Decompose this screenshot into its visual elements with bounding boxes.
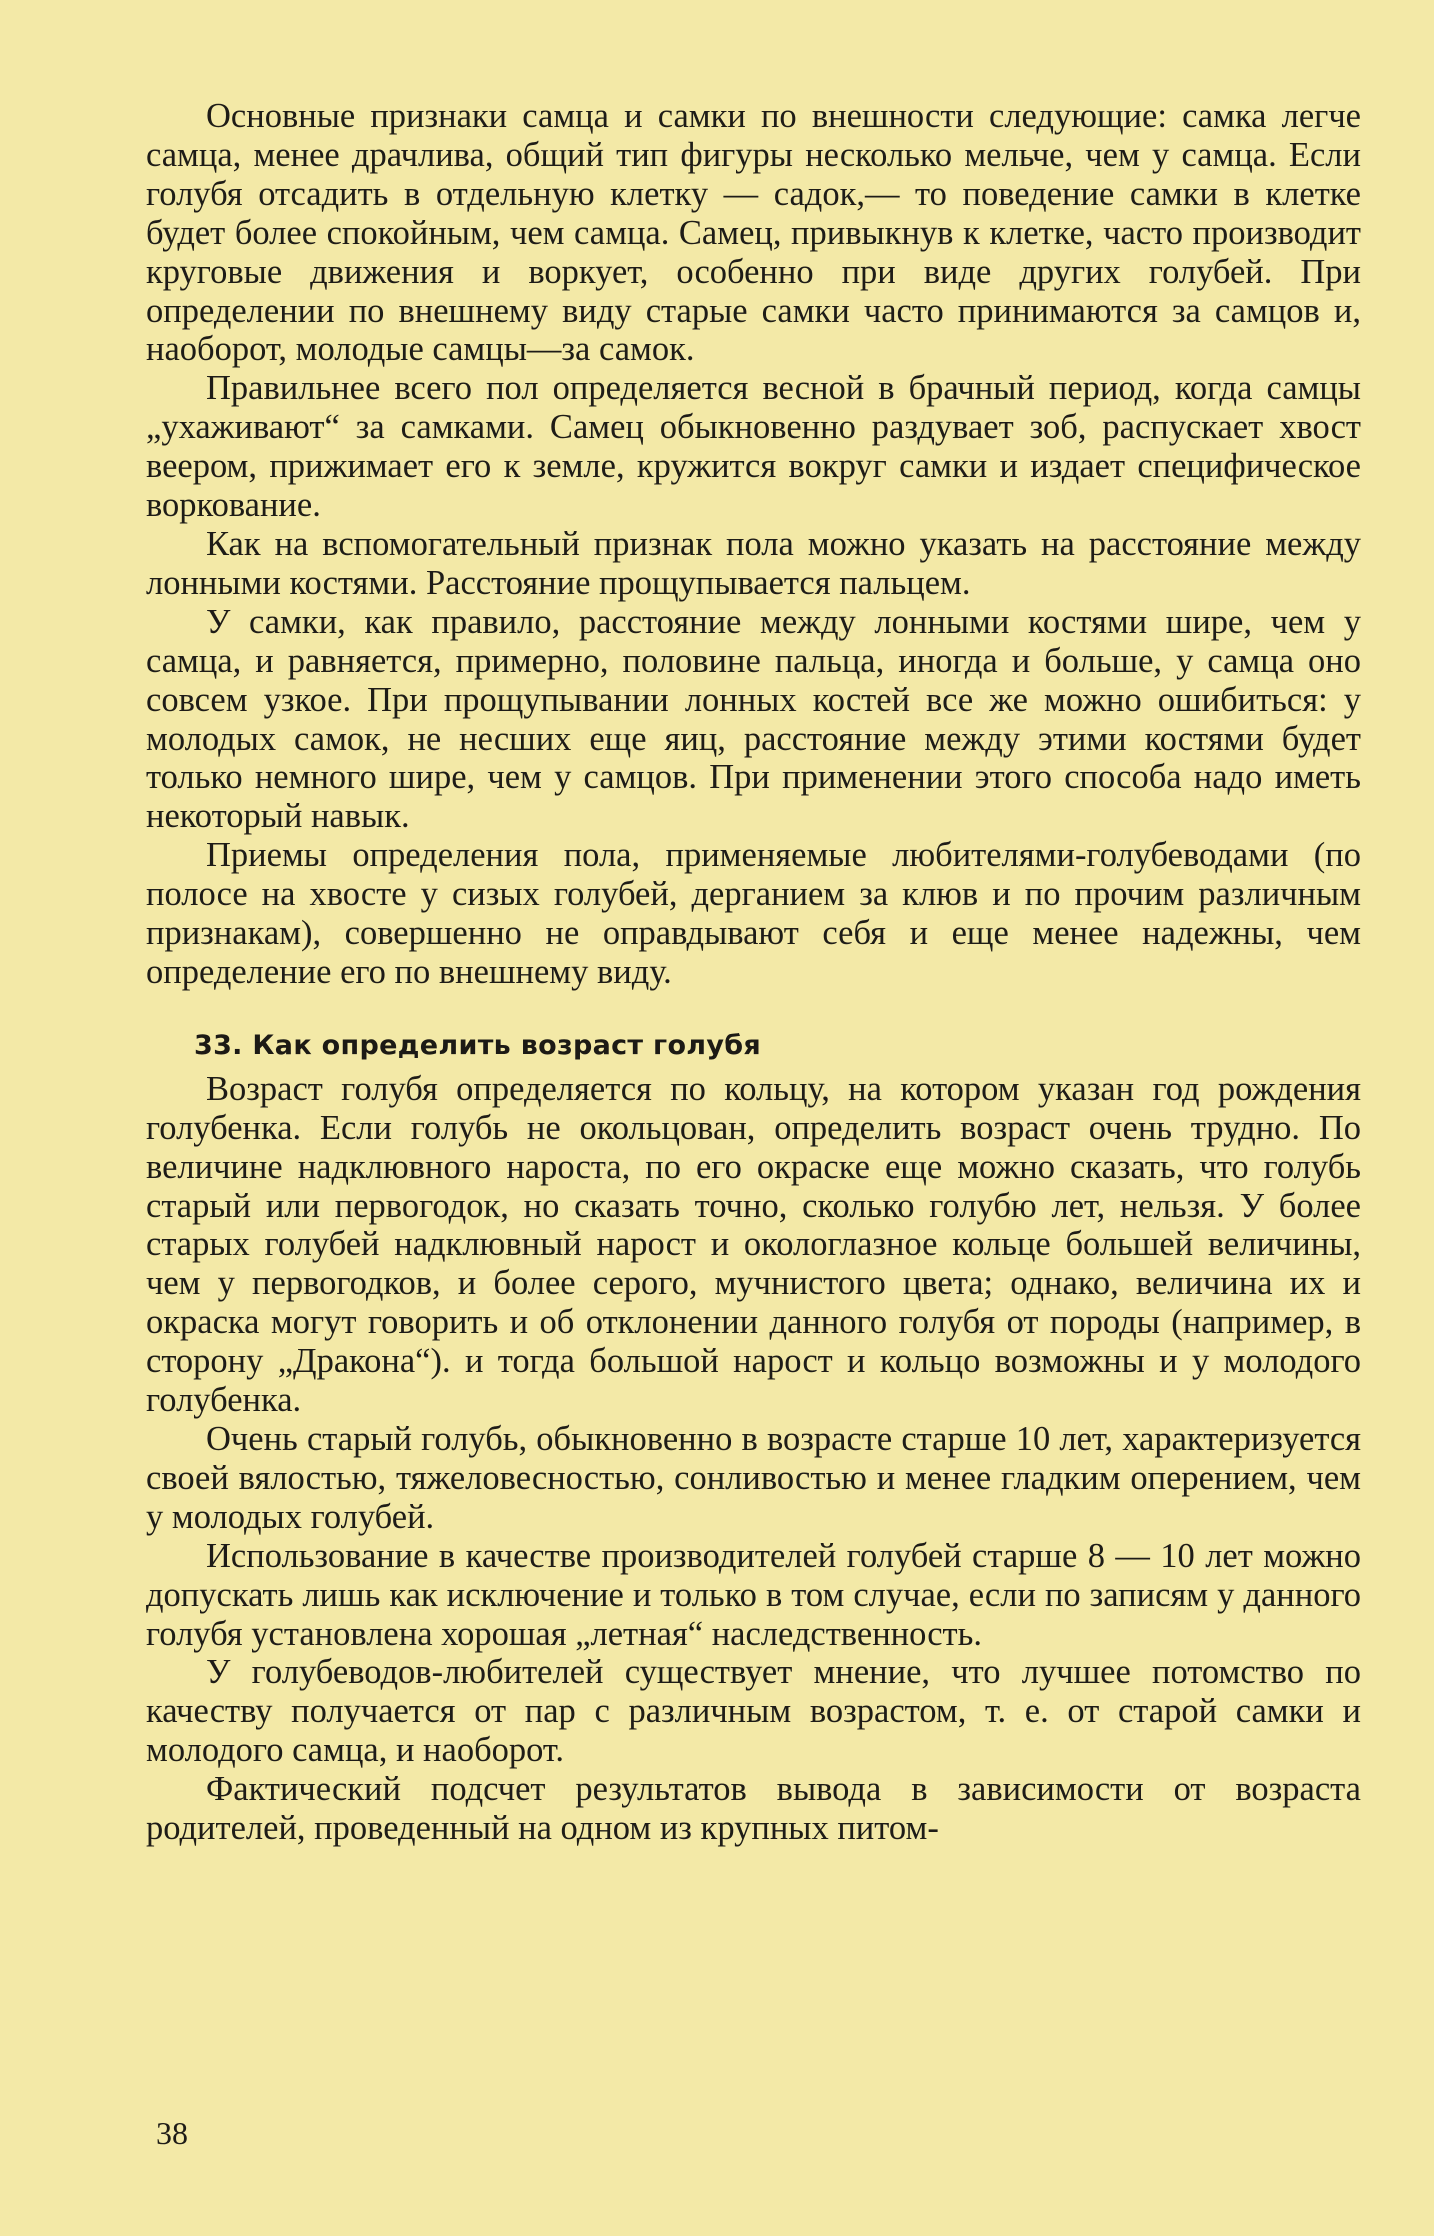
paragraph-sex-external-signs: Основные признаки самца и самки по внешности следующие: самка легче самца, менее драчлива, общий тип фигуры несколько мельче, чем у самца. Если голубя отсадить в отдельную клетку — садок,— то поведение самки в клетке будет более спокойным, чем самца. Самец, привыкнув к клетке, часто производит круговые движения и воркует, особенно при виде других голубей. При определении по внешнему виду старые самки часто принимаются за самцов и, наоборот, молодые самцы—за самок. [146,97,1361,369]
page-number: 38 [156,2115,188,2151]
paragraph-factual-count: Фактический подсчет результатов вывода в зависимости от возраста родителей, проведенный на одном из крупных питом- [146,1770,1361,1848]
section-heading: 33. Как определить возраст голубя [194,1029,762,1061]
paragraph-amateur-methods: Приемы определения пола, применяемые любителями-голубеводами (по полосе на хвосте у сизых голубей, дерганием за клюв и по прочим различным признакам), совершенно не оправдывают себя и еще менее надежны, чем определение его по внешнему виду. [146,836,1361,991]
paragraph-female-pubic-distance: У самки, как правило, расстояние между лонными костями шире, чем у самца, и равняется, примерно, половине пальца, иногда и больше, у самца оно совсем узкое. При прощупывании лонных костей все же можно ошибиться: у молодых самок, не несших еще яиц, расстояние между этими костями будет только немного шире, чем у самцов. При применении этого способа надо иметь некоторый навык. [146,602,1361,836]
paragraph-breeding-season: Правильнее всего пол определяется весной в брачный период, когда самцы „ухаживают“ за самками. Самец обыкновенно раздувает зоб, распускает хвост веером, прижимает его к земле, кружится вокруг самки и издает специфическое воркование. [146,369,1361,525]
paragraph-old-pigeon: Очень старый голубь, обыкновенно в возрасте старше 10 лет, характеризуется своей вялостью, тяжеловесностью, сонливостью и менее гладким оперением, чем у молодых голубей. [146,1420,1361,1536]
paragraph-age-by-ring: Возраст голубя определяется по кольцу, на котором указан год рождения голубенка. Если голубь не окольцован, определить возраст очень трудно. По величине надклювного нароста, по его окраске еще можно сказать, что голубь старый или первогодок, но сказать точно, сколько голубю лет, нельзя. У более старых голубей надклювный нарост и окологлазное кольце большей величины, чем у первогодков, и более серого, мучнистого цвета; однако, величина их и окраска могут говорить и об отклонении данного голубя от породы (например, в сторону „Дракона“). и тогда большой нарост и кольцо возможны и у молодого голубенка. [146,1069,1361,1420]
paragraph-pubic-bones: Как на вспомогательный признак пола можно указать на расстояние между лонными костями. Расстояние прощупывается пальцем. [146,524,1361,602]
paragraph-breeders-age: Использование в качестве производителей голубей старше 8 — 10 лет можно допускать лишь как исключение и только в том случае, если по записям у данного голубя установлена хорошая „летная“ наследственность. [146,1536,1361,1653]
paragraph-amateur-opinion: У голубеводов-любителей существует мнение, что лучшее потомство по качеству получается от пар с различным возрастом, т. е. от старой самки и молодого самца, и наоборот. [146,1653,1361,1770]
page-body [146,97,1361,1848]
